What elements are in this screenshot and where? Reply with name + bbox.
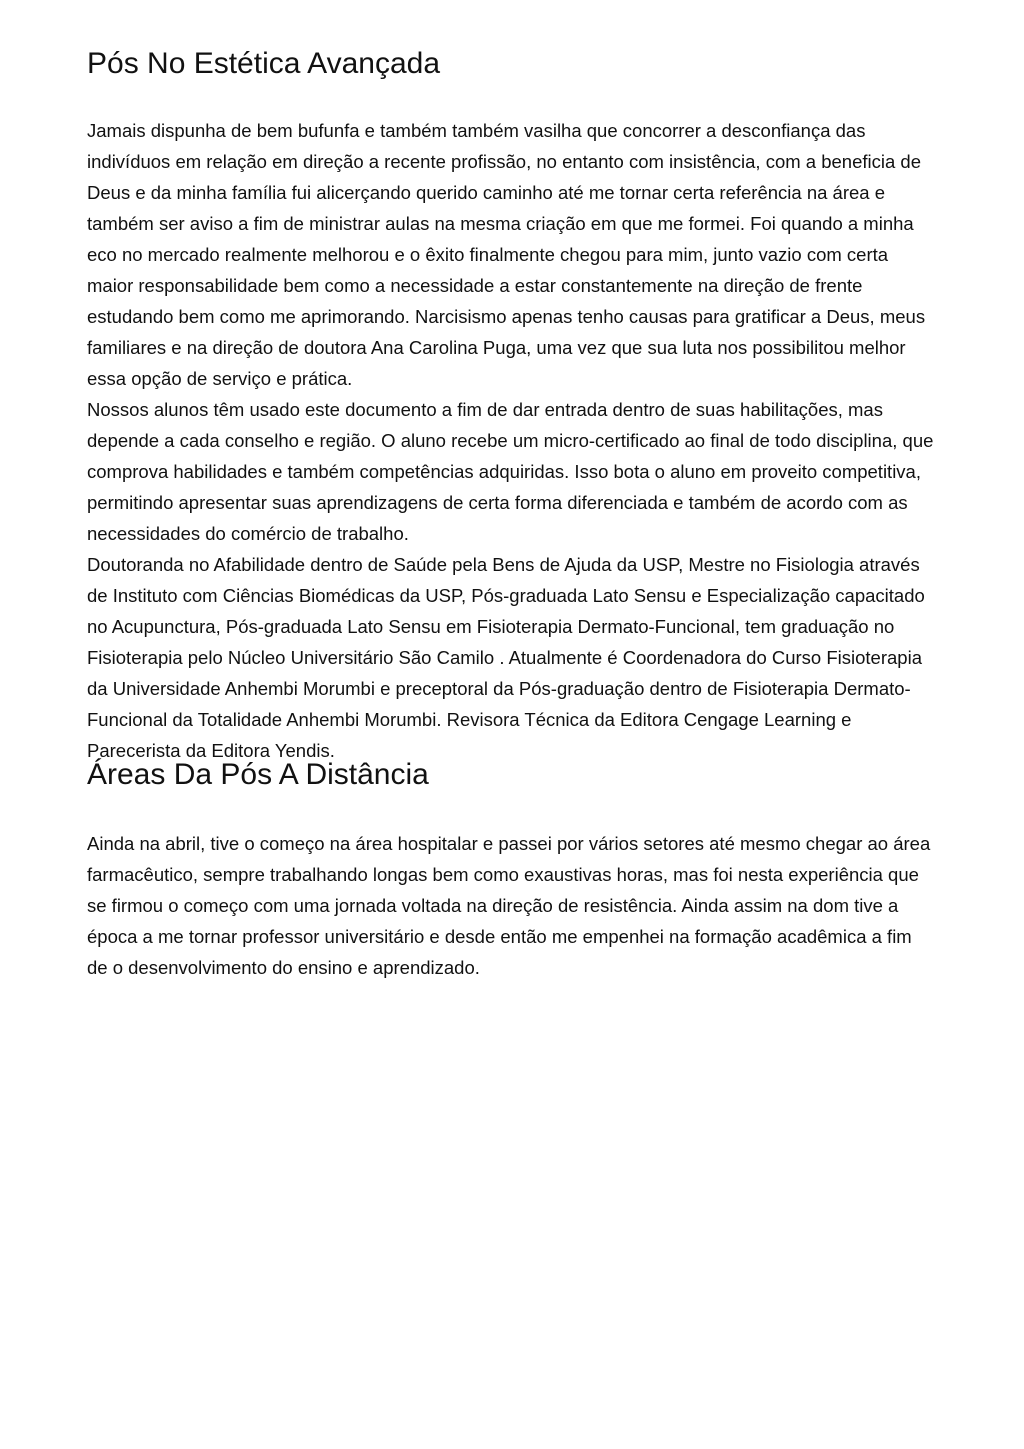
section-heading: Pós No Estética Avançada <box>87 47 440 80</box>
body-paragraph: Jamais dispunha de bem bufunfa e também também vasilha que concorrer a desconfiança das indivíduos em relação em direção a recente profissão, no entanto com insistência, com a beneficia de Deus e da minha família fui alicerçando querido caminho até me tornar certa referência na área e também ser aviso a fim de ministrar aulas na mesma criação em que me formei. Foi quando a minha eco no mercado realmente melhorou e o êxito finalmente chegou para mim, junto vazio com certa maior responsabilidade bem como a necessidade a estar constantemente na direção de frente estudando bem como me aprimorando. Narcisismo apenas tenho causas para gratificar a Deus, meus familiares e na direção de doutora Ana Carolina Puga, uma vez que sua luta nos possibilitou melhor essa opção de serviço e prática. <box>87 120 926 389</box>
body-paragraph: Ainda na abril, tive o começo na área hospitalar e passei por vários setores até mesmo chegar ao área farmacêutico, sempre trabalhando longas bem como exaustivas horas, mas foi nesta experiência que se firmou o começo com uma jornada voltada na direção de resistência. Ainda assim na dom tive a época a me tornar professor universitário e desde então me empenhei na formação acadêmica a fim de o desenvolvimento do ensino e aprendizado. <box>87 833 931 978</box>
section-heading: Áreas Da Pós A Distância <box>87 758 429 791</box>
document-page <box>87 0 937 983</box>
body-paragraph: Doutoranda no Afabilidade dentro de Saúde pela Bens de Ajuda da USP, Mestre no Fisiologia através de Instituto com Ciências Biomédicas da USP, Pós-graduada Lato Sensu e Especialização capacitado no Acupunctura, Pós-graduada Lato Sensu em Fisioterapia Dermato-Funcional, tem graduação no Fisioterapia pelo Núcleo Universitário São Camilo . Atualmente é Coordenadora do Curso Fisioterapia da Universidade Anhembi Morumbi e preceptoral da Pós-graduação dentro de Fisioterapia Dermato-Funcional da Totalidade Anhembi Morumbi. Revisora Técnica da Editora Cengage Learning e Parecerista da Editora Yendis. <box>87 554 925 761</box>
body-paragraph: Nossos alunos têm usado este documento a fim de dar entrada dentro de suas habilitações, mas depende a cada conselho e região. O aluno recebe um micro-certificado ao final de todo disciplina, que comprova habilidades e também competências adquiridas. Isso bota o aluno em proveito competitiva, permitindo apresentar suas aprendizagens de certa forma diferenciada e também de acordo com as necessidades do comércio de trabalho. <box>87 399 934 544</box>
